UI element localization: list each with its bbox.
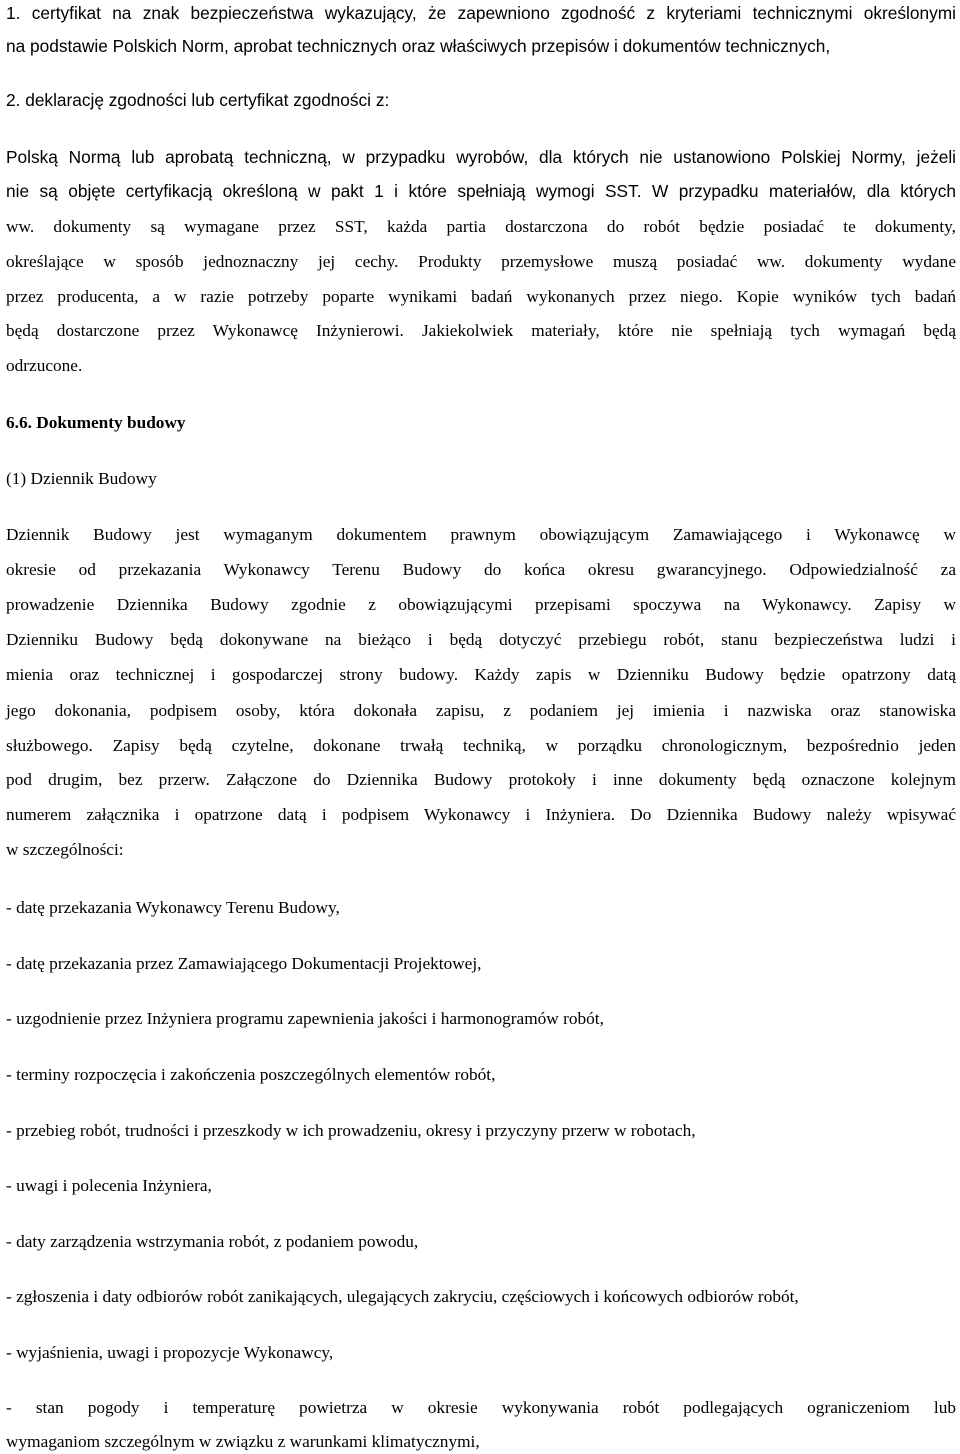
para1-line-7: odrzucone. <box>6 356 83 375</box>
para2-line-8: pod drugim, bez przerw. Załączone do Dziennika Budowy protokoły i inne dokumenty będą oznaczone kolejnym <box>6 770 956 789</box>
list-item: - daty zarządzenia wstrzymania robót, z podaniem powodu, <box>6 1232 419 1251</box>
section-subheading: (1) Dziennik Budowy <box>6 469 157 488</box>
intro-item-1-line-1: 1. certyfikat na znak bezpieczeństwa wykazujący, że zapewniono zgodność z kryteriami technicznymi określonymi <box>6 3 956 23</box>
list-item: - uwagi i polecenia Inżyniera, <box>6 1176 212 1195</box>
para1-line-2: nie są objęte certyfikacją określoną w pakt 1 i które spełniają wymogi SST. W przypadku materiałów, dla których <box>6 181 956 201</box>
intro-item-2: 2. deklarację zgodności lub certyfikat zgodności z: <box>6 90 390 110</box>
list-item: - przebieg robót, trudności i przeszkody w ich prowadzeniu, okresy i przyczyny przerw w robotach, <box>6 1121 696 1140</box>
list-item: - wyjaśnienia, uwagi i propozycje Wykonawcy, <box>6 1343 334 1362</box>
para1-line-4: określające w sposób jednoznaczny jej cechy. Produkty przemysłowe muszą posiadać ww. dokumenty wydane <box>6 252 956 271</box>
list-item-last-line-2: wymaganiom szczególnym w związku z warunkami klimatycznymi, <box>6 1432 480 1451</box>
list-item: - terminy rozpoczęcia i zakończenia poszczególnych elementów robót, <box>6 1065 496 1084</box>
para2-line-3: prowadzenie Dziennika Budowy zgodnie z obowiązującymi przepisami spoczywa na Wykonawcy. Zapisy w <box>6 595 956 614</box>
para2-line-10: w szczególności: <box>6 840 124 859</box>
intro-item-1-line-2: na podstawie Polskich Norm, aprobat technicznych oraz właściwych przepisów i dokumentów technicznych, <box>6 36 831 56</box>
para2-line-4: Dzienniku Budowy będą dokonywane na bieżąco i będą dotyczyć przebiegu robót, stanu bezpieczeństwa ludzi i <box>6 630 956 649</box>
para2-line-5: mienia oraz technicznej i gospodarczej strony budowy. Każdy zapis w Dzienniku Budowy będzie opatrzony datą <box>6 665 956 684</box>
list-item: - datę przekazania przez Zamawiającego Dokumentacji Projektowej, <box>6 954 482 973</box>
para1-line-3: ww. dokumenty są wymagane przez SST, każda partia dostarczona do robót będzie posiadać te dokumenty, <box>6 217 956 236</box>
list-item: - datę przekazania Wykonawcy Terenu Budowy, <box>6 898 340 917</box>
para2-line-1: Dziennik Budowy jest wymaganym dokumentem prawnym obowiązującym Zamawiającego i Wykonawcę w <box>6 525 956 544</box>
section-heading: 6.6. Dokumenty budowy <box>6 413 186 432</box>
list-item-last-line-1: - stan pogody i temperaturę powietrza w okresie wykonywania robót podlegających ograniczeniom lub <box>6 1398 956 1417</box>
para2-line-6: jego dokonania, podpisem osoby, która dokonała zapisu, z podaniem jej imienia i nazwiska oraz stanowiska <box>6 701 956 720</box>
para1-line-5: przez producenta, a w razie potrzeby poparte wynikami badań wykonanych przez niego. Kopie wyników tych badań <box>6 287 956 306</box>
para2-line-7: służbowego. Zapisy będą czytelne, dokonane trwałą techniką, w porządku chronologicznym, bezpośrednio jeden <box>6 736 956 755</box>
para1-line-6: będą dostarczone przez Wykonawcę Inżynierowi. Jakiekolwiek materiały, które nie spełniają tych wymagań będą <box>6 321 956 340</box>
para2-line-9: numerem załącznika i opatrzone datą i podpisem Wykonawcy i Inżyniera. Do Dziennika Budowy należy wpisywać <box>6 805 956 824</box>
list-item: - uzgodnienie przez Inżyniera programu zapewnienia jakości i harmonogramów robót, <box>6 1009 604 1028</box>
para2-line-2: okresie od przekazania Wykonawcy Terenu Budowy do końca okresu gwarancyjnego. Odpowiedzialność za <box>6 560 956 579</box>
list-item: - zgłoszenia i daty odbiorów robót zanikających, ulegających zakryciu, częściowych i końcowych odbiorów robót, <box>6 1287 799 1306</box>
para1-line-1: Polską Normą lub aprobatą techniczną, w przypadku wyrobów, dla których nie ustanowiono Polskiej Normy, jeżeli <box>6 147 956 167</box>
